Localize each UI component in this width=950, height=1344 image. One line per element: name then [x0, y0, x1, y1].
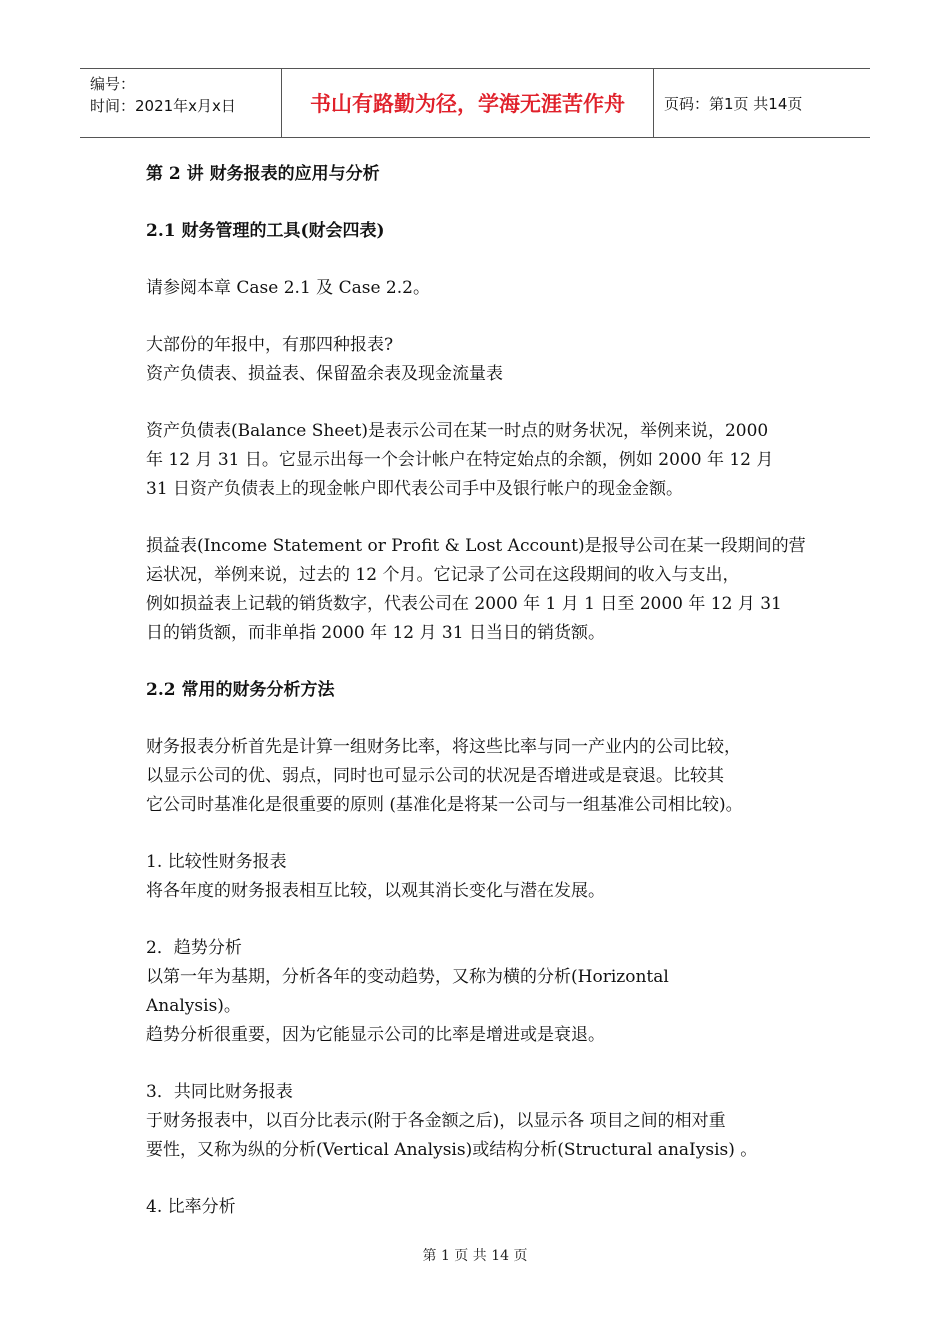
header-meta	[80, 69, 281, 137]
section-heading-2-2: 2.2 常用的财务分析方法	[146, 680, 335, 700]
page-footer: 第 1 页 共 14 页	[422, 1248, 528, 1264]
item-1-text: 将各年度的财务报表相互比较，以观其消长变化与潜在发展。	[146, 881, 605, 901]
item-1-title: 1. 比较性财务报表	[146, 852, 287, 872]
item-3-text-line-2: 要性，又称为纵的分析(Vertical Analysis)或结构分析(Structural anaIysis) 。	[146, 1140, 758, 1160]
item-4-title: 4. 比率分析	[146, 1197, 236, 1217]
page-header	[80, 68, 870, 138]
paragraph-income-line-1: 损益表(Income Statement or Profit & Lost Account)是报导公司在某一段期间的营	[146, 536, 806, 556]
item-2-text-line-1: 以第一年为基期，分析各年的变动趋势，又称为横的分析(Horizontal	[146, 967, 669, 987]
item-3-text-line-1: 于财务报表中，以百分比表示(附于各金额之后)，以显示各 项目之间的相对重	[146, 1111, 726, 1131]
paragraph-income-line-4: 日的销货额，而非单指 2000 年 12 月 31 日当日的销货额。	[146, 623, 605, 643]
paragraph-analysis-line-2: 以显示公司的优、弱点，同时也可显示公司的状况是否增进或是衰退。比较其	[146, 766, 724, 786]
item-3-title: 3．共同比财务报表	[146, 1082, 293, 1102]
header-page-label: 页码：第1页 共14页	[664, 94, 803, 113]
paragraph-income-line-3: 例如损益表上记载的销货数字，代表公司在 2000 年 1 月 1 日至 2000 年 12 月 31	[146, 594, 782, 614]
section-heading-2-1: 2.1 财务管理的工具(财会四表)	[146, 221, 385, 241]
paragraph-balance-line-3: 31 日资产负债表上的现金帐户即代表公司手中及银行帐户的现金金额。	[146, 479, 684, 499]
paragraph-income-line-2: 运状况，举例来说，过去的 12 个月。它记录了公司在这段期间的收入与支出，	[146, 565, 740, 585]
paragraph-four-tables: 资产负债表、损益表、保留盈余表及现金流量表	[146, 364, 503, 384]
document-body	[146, 160, 810, 1222]
paragraph-analysis-line-3: 它公司时基准化是很重要的原则 (基准化是将某一公司与一组基准公司相比较)。	[146, 795, 743, 815]
header-motto: 书山有路勤为径，学海无涯苦作舟	[281, 69, 654, 137]
paragraph-balance-line-1: 资产负债表(Balance Sheet)是表示公司在某一时点的财务状况，举例来说，2000	[146, 421, 769, 441]
paragraph-balance-line-2: 年 12 月 31 日。它显示出每一个会计帐户在特定始点的余额，例如 2000 年 12 月	[146, 450, 774, 470]
lecture-title: 第 2 讲 财务报表的应用与分析	[146, 164, 380, 184]
paragraph-question: 大部份的年报中，有那四种报表?	[146, 335, 394, 355]
item-2-text-line-2: Analysis)。	[146, 996, 241, 1016]
item-2-text-line-3: 趋势分析很重要，因为它能显示公司的比率是增进或是衰退。	[146, 1025, 605, 1045]
item-2-title: 2．趋势分析	[146, 938, 242, 958]
document-time-label: 时间：2021年x月x日	[90, 97, 236, 115]
paragraph-reference: 请参阅本章 Case 2.1 及 Case 2.2。	[146, 278, 430, 298]
paragraph-analysis-line-1: 财务报表分析首先是计算一组财务比率，将这些比率与同一产业内的公司比较，	[146, 737, 741, 757]
document-number-label: 编号：	[90, 75, 136, 93]
